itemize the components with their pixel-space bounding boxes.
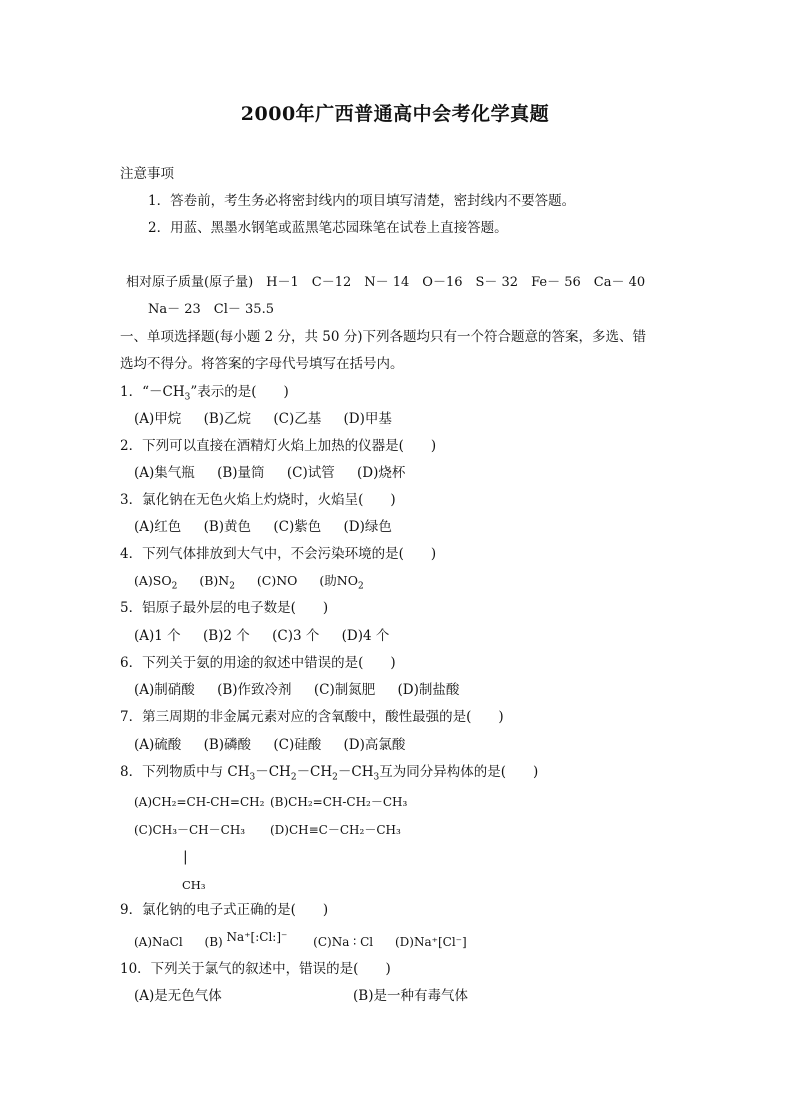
q2-option-c[interactable]: (C)试管 [286, 465, 335, 481]
q1-stem-post: ”表示的是( ) [190, 384, 289, 400]
question-9-stem: 9．氯化钠的电子式正确的是( ) [120, 902, 329, 918]
question-1-stem [120, 383, 289, 401]
q8-chain-5: －CH [337, 764, 374, 780]
q4-option-b[interactable] [199, 572, 235, 590]
question-4-options [134, 572, 382, 590]
q5-option-d[interactable]: (D)4 个 [341, 628, 390, 644]
question-3-stem: 3．氯化钠在无色火焰上灼烧时，火焰呈( ) [120, 492, 396, 508]
q8-stem-post: 互为同分异构体的是( ) [379, 764, 539, 780]
q8-option-d[interactable]: (D)CH≡C－CH₂－CH₃ [270, 823, 401, 837]
q4-b-sub: 2 [229, 581, 235, 592]
q2-option-b[interactable]: (B)量筒 [217, 465, 265, 481]
q4-b-text: (B)N [199, 573, 230, 588]
q8-chain-3: －CH [296, 764, 333, 780]
q9-option-b[interactable] [204, 930, 288, 951]
q8-chain-2: 2 [290, 772, 297, 783]
q8-branch-bond: | [183, 849, 188, 865]
q3-option-b[interactable]: (B)黄色 [203, 519, 252, 535]
q10-option-a[interactable]: (A)是无色气体 [134, 988, 222, 1004]
q1-sub: 3 [184, 392, 191, 403]
notice-heading: 注意事项 [120, 166, 174, 182]
question-6-stem: 6．下列关于氨的用途的叙述中错误的是( ) [120, 655, 396, 671]
question-8-stem [120, 763, 538, 781]
q8-option-b[interactable]: (B)CH₂=CH-CH₂－CH₃ [270, 795, 408, 809]
q7-option-c[interactable]: (C)硅酸 [273, 737, 322, 753]
question-3-options [134, 518, 410, 536]
atomic-mass-line-1: 相对原子质量(原子量) H－1 C－12 N－ 14 O－16 S－ 32 Fe－ 56 Ca－ 40 [126, 275, 646, 290]
q8-chain-1: －CH [255, 764, 291, 780]
question-5-options [134, 627, 407, 645]
notice-item-1: 1．答卷前，考生务必将密封线内的项目填写清楚，密封线内不要答题。 [148, 193, 576, 209]
q9-b-label: (B) [204, 935, 223, 949]
question-9-options [134, 930, 485, 951]
q6-option-d[interactable]: (D)制盐酸 [397, 682, 460, 698]
question-6-options [134, 681, 477, 699]
q6-option-c[interactable]: (C)制氮肥 [313, 682, 376, 698]
q8-chain-0: 3 [249, 772, 256, 783]
section-1-instructions-line-1: 一、单项选择题(每小题 2 分，共 50 分)下列各题均只有一个符合题意的答案，多选、错 [120, 329, 646, 345]
q6-option-a[interactable]: (A)制硝酸 [134, 682, 195, 698]
q8-stem-pre: 8．下列物质中与 CH [120, 764, 250, 780]
q3-option-a[interactable]: (A)红色 [134, 519, 182, 535]
question-1-options [134, 410, 410, 428]
question-7-stem: 7．第三周期的非金属元素对应的含氧酸中，酸性最强的是( ) [120, 709, 504, 725]
q7-option-d[interactable]: (D)高氯酸 [343, 737, 406, 753]
q9-option-c[interactable]: (C)Na ∶ Cl [313, 935, 374, 949]
question-5-stem: 5．铝原子最外层的电子数是( ) [120, 600, 329, 616]
q8-chain-4: 2 [332, 772, 338, 783]
question-10-stem: 10．下列关于氯气的叙述中，错误的是( ) [120, 961, 391, 977]
q7-option-b[interactable]: (B)磷酸 [203, 737, 252, 753]
q1-option-b[interactable]: (B)乙烷 [203, 411, 252, 427]
question-7-options [134, 736, 423, 754]
question-4-stem: 4．下列气体排放到大气中，不会污染环境的是( ) [120, 546, 437, 562]
q8-chain-6: 3 [373, 772, 380, 783]
q4-d-sub: 2 [357, 581, 364, 592]
q6-option-b[interactable]: (B)作致冷剂 [217, 682, 292, 698]
q9-option-a[interactable]: (A)NaCl [134, 935, 183, 949]
q1-option-c[interactable]: (C)乙基 [273, 411, 322, 427]
q4-option-d[interactable] [319, 572, 363, 590]
q2-option-d[interactable]: (D)烧杯 [357, 465, 406, 481]
q7-option-a[interactable]: (A)硫酸 [134, 737, 182, 753]
q4-option-a[interactable] [134, 572, 177, 590]
q8-option-c[interactable]: (C)CH₃－CH－CH₃ [134, 823, 246, 837]
q5-option-b[interactable]: (B)2 个 [202, 628, 250, 644]
notice-item-2: 2．用蓝、黑墨水钢笔或蓝黑笔芯园珠笔在试卷上直接答题。 [148, 220, 508, 236]
q8-option-a[interactable]: (A)CH₂=CH-CH=CH₂ [134, 795, 265, 809]
q1-option-a[interactable]: (A)甲烷 [134, 411, 182, 427]
q9-option-d[interactable]: (D)Na⁺[Cl⁻] [394, 935, 467, 949]
q9-b-formula: Na⁺[:Cl:]⁻ [226, 930, 288, 944]
q4-a-text: (A)SO [134, 573, 172, 588]
q4-option-c[interactable]: (C)NO [256, 573, 298, 588]
q5-option-a[interactable]: (A)1 个 [134, 628, 181, 644]
q10-option-b[interactable]: (B)是一种有毒气体 [353, 988, 468, 1004]
section-1-instructions-line-2: 选均不得分。将答案的字母代号填写在括号内。 [120, 356, 404, 372]
q8-branch-group: CH₃ [182, 878, 206, 892]
page-title: 2000年广西普通高中会考化学真题 [240, 103, 550, 125]
q3-option-c[interactable]: (C)紫色 [273, 519, 322, 535]
question-2-stem: 2．下列可以直接在酒精灯火焰上加热的仪器是( ) [120, 438, 437, 454]
q3-option-d[interactable]: (D)绿色 [343, 519, 392, 535]
q2-option-a[interactable]: (A)集气瓶 [134, 465, 195, 481]
q5-option-c[interactable]: (C)3 个 [272, 628, 320, 644]
q4-d-text: (助NO [319, 573, 358, 588]
question-2-options [134, 464, 423, 482]
q1-stem-pre: 1．“－CH [120, 384, 185, 400]
atomic-mass-line-2: Na－ 23 Cl－ 35.5 [148, 302, 274, 317]
q1-option-d[interactable]: (D)甲基 [343, 411, 392, 427]
q4-a-sub: 2 [171, 581, 178, 592]
